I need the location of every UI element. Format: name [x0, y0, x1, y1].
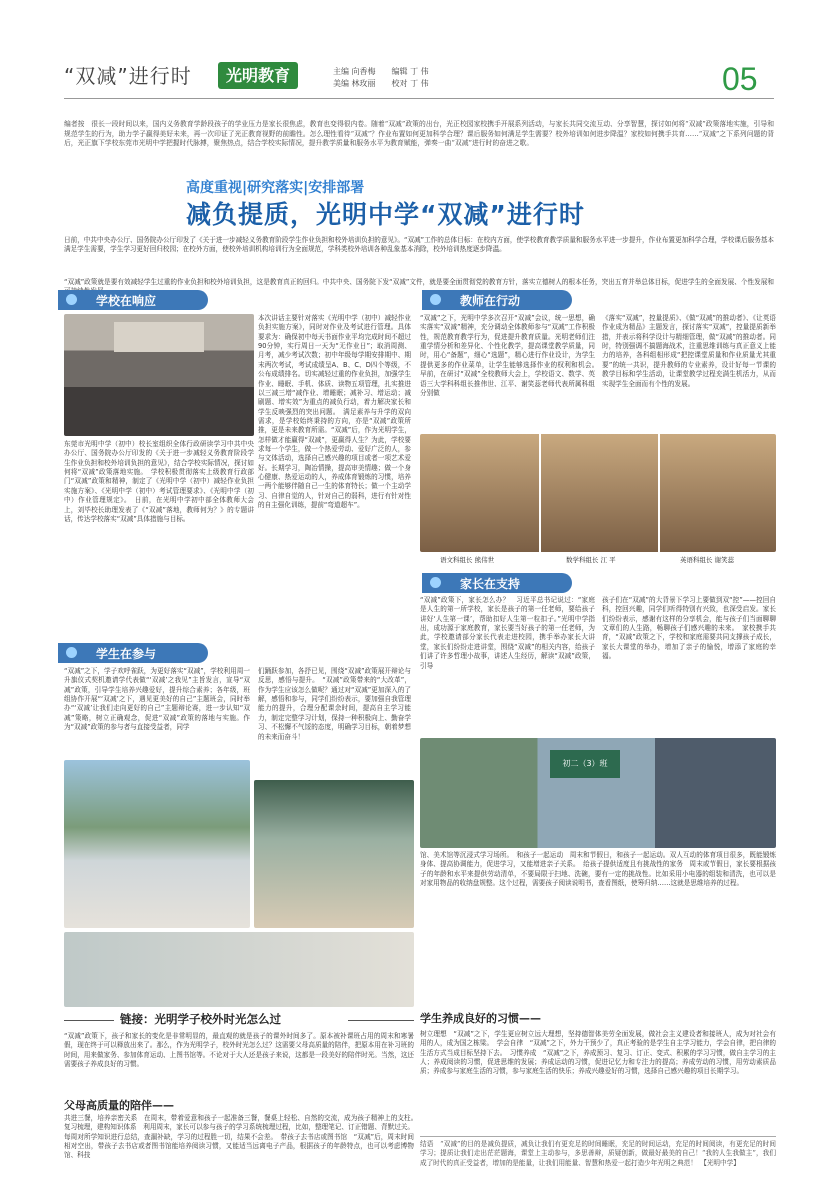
habits-text: 树立理想 “双减”之下，学生更应树立远大理想，坚持德智体美劳全面发展，做社会主义建设者和接班人，成为对社会有用的人，成为国之栋梁。 学会自律 “双减”之下，外力干预少了，真正考验的是学生自主学习能力，学会自律，把自律的生活方式当成目标坚持下去。 习惯养成 “双减”之下，养成预习、复习、订正、变式、积累的学习习惯，做自主学习的主人；养成阅读的习惯，促进思维的发展；养成运动的习惯，促进记忆力和专注力的提高；养成劳动的习惯，用劳动素质品质；养成参与家庭生活的习惯，参与家庭生活的快乐；养成兴趣爱好的习惯，选择自己感兴趣的项目长期学习。: [420, 1030, 776, 1076]
lead-paragraph-1: 日前，中共中央办公厅、国务院办公厅印发了《关于进一步减轻义务教育阶段学生作业负担和校外培训负担的意见》。“双减”工作的总体目标：在校内方面，使学校教育教学质量和服务水平进一步提升，作业布置更加科学合理，学校课后服务基本满足学生需要，学生学习更好回归校园；在校外方面，使校外培训机构培训行为全面规范，学科类校外培训各种乱象基本消除，校外培训热度逐步降温。: [64, 236, 774, 254]
projector-screen: [114, 322, 204, 352]
caption-math-lead: 数学科组长 江 平: [566, 556, 616, 564]
link-intro-text: “双减”政策下，孩子和家长的变化是非常明显的，最直观的就是孩子的课外时间多了。原本被补课班占用的周末和寒暑假，现在终于可以释放出来了。那么，作为光明学子，校外时光怎么过？这需要父母高质量的陪伴，把原本用在补习班的时间，用来做家务、参加体育运动、上图书馆等。不论对于大人还是孩子来说，这都是一段美好的陪伴时光。当然，这还需要孩子养成良好的习惯。: [64, 1032, 414, 1069]
editor-line-1: 主编 向香梅 编辑 丁 伟: [333, 67, 429, 76]
photo-debate: [64, 932, 414, 1007]
section-heading-teacher: 教师在行动: [422, 290, 572, 310]
photo-flag-ceremony: [64, 760, 250, 928]
photo-class-meeting: [254, 780, 414, 928]
parent-text-b: 孩子们在“双减”的大背景下学习上要做到双“控”——控回自科，控回兴趣，同学们听得特别有兴致，也深受启发。家长们纷纷表示，感谢有这样的分享机会，能与孩子们当面聊聊文章们的人生路，畅聊孩子们感兴趣的未来。 家校携手共育，“双减”政策之下，学校和家庭需要共同支撑孩子成长，家长大课堂的举办，增加了亲子的愉悦，增添了家庭的幸福。: [602, 596, 776, 661]
editor-line-2: 美编 林玫丽 校对 丁 伟: [333, 79, 429, 88]
caption-english-lead: 英语科组长 谢笑蕊: [680, 556, 735, 564]
student-text-b: 们踊跃参加，各抒已见，围绕“双减”政策展开辩论与反思，感悟与提升。 “双减”政策带来的“大改革”，作为学生应该怎么做呢？通过对“双减”更加深入的了解，感悟和参与，同学们纷纷表示，要加强自我管理能力的提升，合理分配课余时间，提高自主学习能力，制定完整学习计划，保持一种积极向上、勤奋学习、不松懈不气馁的态度，明确学习目标，朝着梦想的未来而奋斗！: [258, 667, 411, 741]
link-rule-left: [64, 1020, 114, 1021]
hero-subtitle: 高度重视|研究落实|安排部署: [186, 180, 365, 196]
lead-paragraph-2: “双减”政策就是要有效减轻学生过重的作业负担和校外培训负担，这是教育真正的回归。中共中央、国务院下发“双减”文件，就是要全面贯彻党的教育方针，落实立德树人的根本任务，突出五育并举总体目标，促进学生的全面发展、个性发展和: [64, 278, 774, 286]
brand-logo: 光明教育: [218, 62, 298, 89]
editor-credits: [333, 66, 513, 90]
section-heading-parent: 家长在支持: [422, 573, 572, 593]
conclusion-text: 结语 “双减”的目的是减负提质，减负让我们有更充足的时间睡眠，充足的时间运动，充足的时间阅读，有更充足的时间学习；提质让我们走出茫茫题海，课堂上主动参与，多思善辩，质疑创新，做最好最美的自己！“我的人生我做主”，我们成了时代的真正受益者，增加的是能量，让我们用能量、智慧和热爱一起打造少年光明之典范！ 【光明中学】: [420, 1140, 776, 1167]
school-text-left: 东莞市光明中学（初中）校长室组织全体行政研读学习中共中央办公厅、国务院办公厅印发的《关于进一步减轻义务教育阶段学生作业负担和校外培训负担的意见》，结合学校实际情况，探讨如何将“双减”政策落地实施。 学校积极贯彻落实上级教育行政部门“双减”政策和精神，制定了《光明中学（初中）减轻作业负担实施方案》、《光明中学（初中）考试管理要求》、《光明中学（初中）作业管理规定》。 日前，在光明中学初中部全体教师大会上，刘毕校长助理发表了《“双减”落地，教师何为？》的专题讲话，传达学校落实“双减”具体措施与目标。: [64, 440, 254, 523]
page-number: 05: [722, 61, 758, 97]
page-section-title: “双减”进行时: [64, 64, 192, 88]
photo-parent-classroom: [420, 738, 776, 848]
school-text-right: 本次讲话主要针对落实《光明中学（初中）减轻作业负担实施方案》，同时对作业及考试进行管理。具体要求为：确保初中每天书面作业平均完成时间不超过90分钟，实行周日一天为“无作业日”；取消周测、月考，减少考试次数；初中年级每学期安排期中、期末两次考试，考试成绩呈A、B、C、D四个等级，不公布成绩排名。切实减轻过重的作业负担，加强学生作业、睡眠、手机、体质、读物五项管理，扎实推进以三减三增“减作业、增睡眠；减补习、增运动；减刷题、增实效”为重点的减负行动，着力解决家长和学生反映强烈的突出问题。 满足素养与升学的双向需求，是学校始终秉持的方向，亦是“双减”政策所推，更是未来教育所需。“双减”后，作为光明学生，怎样做才能赢得“双减”，更赢得人生？为此，学校要求每一个学生，做一个热爱劳动、爱好广泛的人，参与文体活动，选择自己感兴趣的项目或者一项艺术爱好。长期学习，陶冶情操，提高审美情趣；做一个身心健康、热爱运动的人，养成体育锻炼的习惯，培养一两个能够伴随自己一生的体育特长；做一个主动学习、自律自觉的人，针对自己的弱科，进行有针对性的自主强化训练，提前“弯道超车”。: [258, 314, 411, 510]
photo-teacher-speeches: [420, 434, 776, 552]
section-heading-school: 学校在响应: [58, 290, 208, 310]
conclusion-divider: [420, 1136, 776, 1137]
header-divider: [64, 98, 774, 99]
photo-divider-2: [658, 434, 660, 552]
editor-note: 编者按 很长一段时间以来，国内义务教育学龄段孩子的学业压力是家长很焦虑，教育也变得很内卷。随着“双减”政策的出台，光正校园家校携手开展系列活动，与家长共同交流互动、分享智慧，探讨如何将“双减”政策落地实施，引导和规范学生的行为，助力学子赢得美好未来，再一次印证了光正教育视野的前瞻性。怎么理性看待“双减”？作业布置如何更加科学合理？课后服务如何满足学生需要？校外培训如何进步降温？家校如何携手共育……“双减”之下系列问题的背后，光正旗下学校东莞市光明中学把握时代脉搏，聚焦热点，结合学校实际情况，提升教学质量和服务水平为教育赋能，弹奏一曲“双减”进行时的奋进之歌。: [64, 120, 774, 148]
parent-text-a: “双减”政策下，家长怎么办？ 习近平总书记说过：“家庭是人生的第一所学校，家长是孩子的第一任老师，要给孩子讲好‘人生第一课’，帮助扣好人生第一粒扣子。”光明中学指出，成功源于家庭教育，家长要当好孩子的第一任老师，为此，学校邀请部分家长代表走进校园，携手举办家长大讲堂，家长们纷纷走进讲堂，围绕“双减”的相关内容，给孩子们讲了许多哲理小故事，讲述人生经历，解读“双减”政策，引导: [420, 596, 595, 670]
habits-heading: 学生养成良好的习惯——: [420, 1012, 541, 1025]
hero-title: 减负提质，光明中学“双减”进行时: [186, 200, 585, 229]
section-heading-student: 学生在参与: [58, 643, 208, 663]
teacher-text-a: “双减”之下，光明中学多次召开“双减”会议，统一思想，确实落实“双减”精神，充分调动全体教师参与“双减”工作积极性，规范教育教学行为，促进提升教育质量。光明老师们注重学情分析和差异化、个性化教学，提高课堂教学质量，同时，用心“备题”，细心“选题”，精心进行作业设计，为学生提供更多的作业菜单，让学生能够选择作业的权利和机会。 早前，在研讨“双减”全校教师大会上，学校语文、数学、英语三大学科科组长推伟世、江平、谢笑蕊老师代表所属科组分别做: [420, 314, 602, 397]
parents-heading: 父母高质量的陪伴——: [64, 1099, 174, 1112]
caption-chinese-lead: 语文科组长 熊伟世: [440, 556, 495, 564]
teacher-text-b: 《落实“双减”，控量提质》、《做“双减”的推动者》、《让英语作业成为精品》主题发言，探讨落实“双减”，控量提质新举措，并表示将科学设计与精细管理，做“双减”的推动者。同时，特别强调不搞题海战术，注重思维训练与真正意义上能力的培养，各科组相形成“把控课堂质量和作业质量尤其重要”的统一共识，提升教师的专业素养，设计好每一节课的教学目标和学生活动，让课堂教学过程充满生机活力，从而实现学生全面而有个性的发展。: [602, 314, 776, 388]
companion-continued-text: 馆、美术馆等沉浸式学习场所。 和孩子一起运动 周末和节假日，和孩子一起运动。双人互动的体育项目很多，既能锻炼身体、提高协调能力，促进学习，又能增进亲子关系。 给孩子提供适度且有挑战性的家务 周末或节假日，家长要根据孩子的年龄和水平来提供劳动清单，不要局限于扫地、洗碗，要有一定的挑战性。比如采用小电器的组装和清洗，也可以是对家用物品的收纳盘规整。这个过程，需要孩子阅读说明书，查看图纸，使筹归纳……这就是思维培养的过程。: [420, 851, 776, 888]
student-text-a: “双减”之下，学子欢呼雀跃，为更好落实“双减”，学校利用周一升旗仪式契机邀请学代表做“‘双减’之我见”主旨发言，宣导“双减”政策，引导学生培养兴趣爱好，提升综合素养；各年级，班组协作开展“‘双减’之下，遇见更美好的自己”主题班会，同时举办“‘双减’让我们走向更好的自己”主题辩论赛，进一步认知“双减”策略，树立正确观念，促进“双减”政策的落地与实施。作为“双减”政策的参与者与直接受益者，同学: [64, 667, 250, 732]
link-heading: 链接：光明学子校外时光怎么过: [120, 1012, 281, 1026]
parents-text: 共进三餐，培养亲密关系 在周末，带着爱意和孩子一起准备三餐，餐桌上轻松、自然的交流，成为孩子精神上的支柱。 复习梳理，建构知识体系 利用周末，家长可以参与孩子的学习系统梳理过程，比如，整理笔记、订正错题、背默过关。每周对所学知识进行总结，查漏补缺，学习的过程胜一切，结果不会差。 带孩子去书店或图书馆 “双减”后，周末时间相对空出，带孩子去书店或者图书馆能培养阅读习惯，又能适当远离电子产品，根据孩子的年龄特点，也可以考虑博物馆、科技: [64, 1114, 421, 1160]
classroom-board: 初二（3）班: [550, 750, 620, 778]
link-rule-right: [348, 1020, 414, 1021]
photo-meeting-room: [64, 314, 254, 436]
photo-divider-1: [539, 434, 541, 552]
